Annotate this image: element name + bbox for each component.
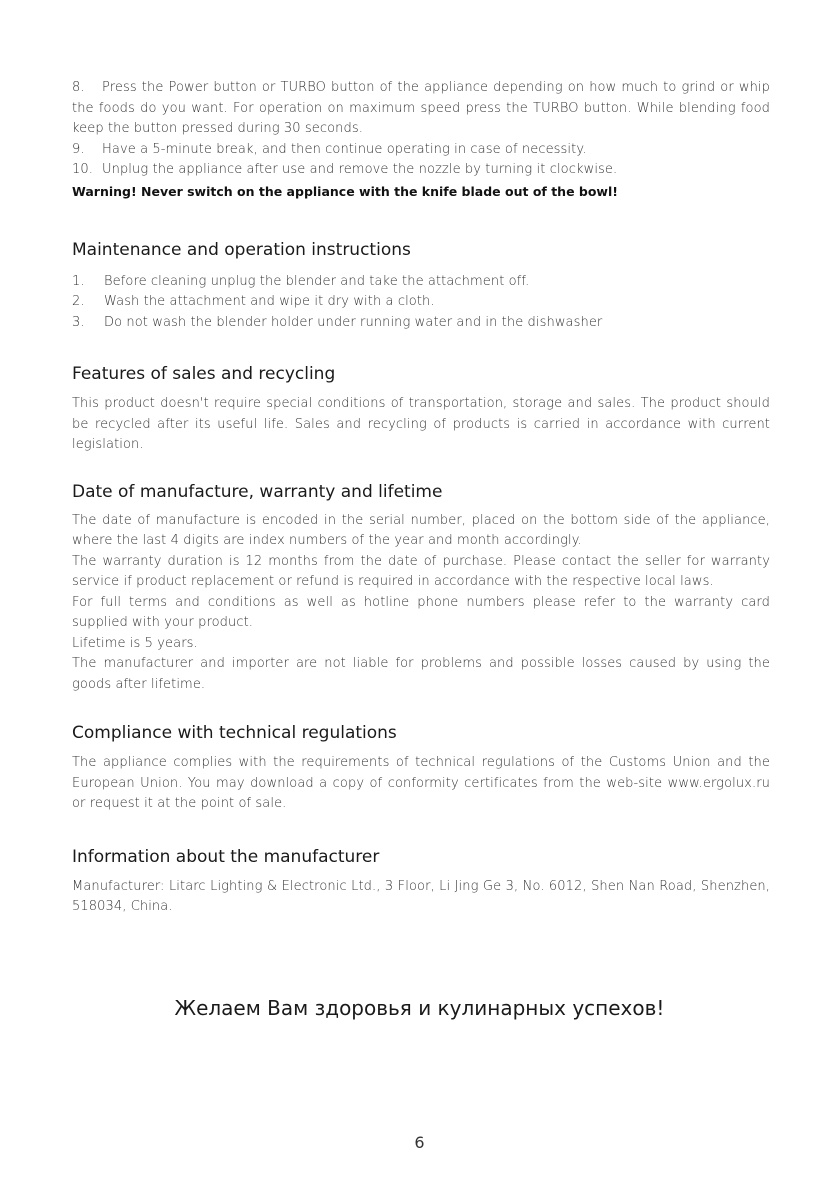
compliance-heading: Compliance with technical regulations [72,723,397,743]
steps-list [72,78,770,202]
item-text: Do not wash the blender holder under running water and in the dishwasher [104,314,603,330]
warranty-paragraph: The manufacturer and importer are not liable for problems and possible losses caused by using the goods after lifetime. [72,656,770,692]
manufacturer-heading: Information about the manufacturer [72,846,380,867]
step-text: Unplug the appliance after use and remove the nozzle by turning it clockwise. [102,162,618,177]
warranty-paragraph: Lifetime is 5 years. [72,635,198,651]
list-item [72,292,770,313]
step-text: Press the Power button or TURBO button of the appliance depending on how much to grind or whip the foods do you want. For operation on maximum speed press the TURBO button. While blending food keep the button pressed during 30 seconds. [72,80,770,136]
page-content [72,78,770,918]
step-number: 8. [72,80,85,95]
warranty-paragraph: For full terms and conditions as well as hotline phone numbers please refer to the warranty card supplied with your product. [72,594,770,630]
closing-message: Желаем Вам здоровья и кулинарных успехов! [174,996,665,1020]
compliance-text: The appliance complies with the requirements of technical regulations of the Customs Union and the European Union. You may download a copy of conformity certificates from the web-site www.ergolux.ru or request it at the point of sale. [72,755,770,811]
step-text: Have a 5-minute break, and then continue operating in case of necessity. [102,141,587,157]
list-item [72,272,770,293]
sales-text: This product doesn't require special conditions of transportation, storage and sales. The product should be recycled after its useful life. Sales and recycling of products is carried in accordance with current legislation. [72,396,770,452]
list-item [72,140,770,161]
item-number: 2. [72,294,85,309]
step-number: 10. [72,162,93,177]
item-number: 3. [72,314,85,330]
warranty-section [72,511,770,696]
list-item [72,78,770,140]
list-item [72,160,770,181]
item-text: Wash the attachment and wipe it dry with a cloth. [104,294,435,309]
warning-text: Warning! Never switch on the appliance with the knife blade out of the bowl! [72,183,618,199]
sales-heading: Features of sales and recycling [72,364,336,384]
maintenance-list [72,272,770,334]
warranty-heading: Date of manufacture, warranty and lifetime [72,481,443,502]
manufacturer-text: Manufacturer: Litarc Lighting & Electronic Ltd., 3 Floor, Li Jing Ge 3, No. 6012, Shen Nan Road, Shenzhen, 518034, China. [72,878,770,914]
step-number: 9. [72,141,85,157]
list-item [72,313,770,334]
item-text: Before cleaning unplug the blender and take the attachment off. [104,273,530,289]
maintenance-heading: Maintenance and operation instructions [72,239,411,260]
page-number: 6 [414,1133,425,1152]
warranty-paragraph: The warranty duration is 12 months from the date of purchase. Please contact the seller for warranty service if product replacement or refund is required in accordance with the respective local laws. [72,553,770,589]
warranty-paragraph: The date of manufacture is encoded in the serial number, placed on the bottom side of the appliance, where the last 4 digits are index numbers of the year and month accordingly. [72,512,770,548]
item-number: 1. [72,273,85,289]
